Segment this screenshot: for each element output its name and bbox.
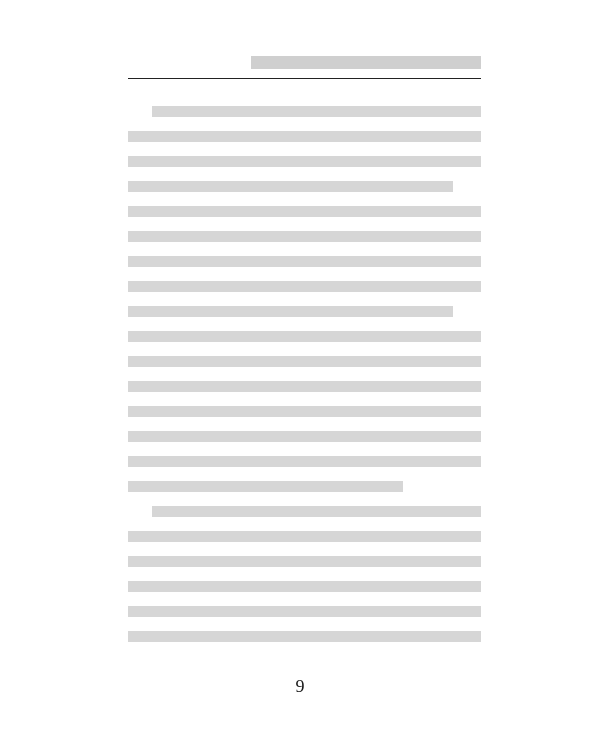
paragraph xyxy=(128,106,481,492)
paragraph-line xyxy=(152,106,481,117)
page-number: 9 xyxy=(295,676,305,696)
paragraph-line xyxy=(128,456,481,467)
running-header xyxy=(128,54,481,79)
paragraph-line xyxy=(152,506,481,517)
paragraph-line xyxy=(128,331,481,342)
paragraph-line xyxy=(128,181,453,192)
paragraph-line xyxy=(128,481,403,492)
paragraph-line xyxy=(128,206,481,217)
paragraph-line xyxy=(128,381,481,392)
paragraph-line xyxy=(128,431,481,442)
paragraph-line xyxy=(128,581,481,592)
header-text xyxy=(251,56,481,69)
paragraph xyxy=(128,506,481,642)
paragraph-line xyxy=(128,606,481,617)
paragraph-line xyxy=(128,131,481,142)
paragraph-line xyxy=(128,406,481,417)
paragraph-line xyxy=(128,231,481,242)
paragraph-line xyxy=(128,156,481,167)
paragraph-line xyxy=(128,356,481,367)
body-text xyxy=(128,106,481,656)
paragraph-line xyxy=(128,281,481,292)
paragraph-line xyxy=(128,306,453,317)
paragraph-line xyxy=(128,631,481,642)
paragraph-line xyxy=(128,531,481,542)
paragraph-line xyxy=(128,556,481,567)
paragraph-line xyxy=(128,256,481,267)
